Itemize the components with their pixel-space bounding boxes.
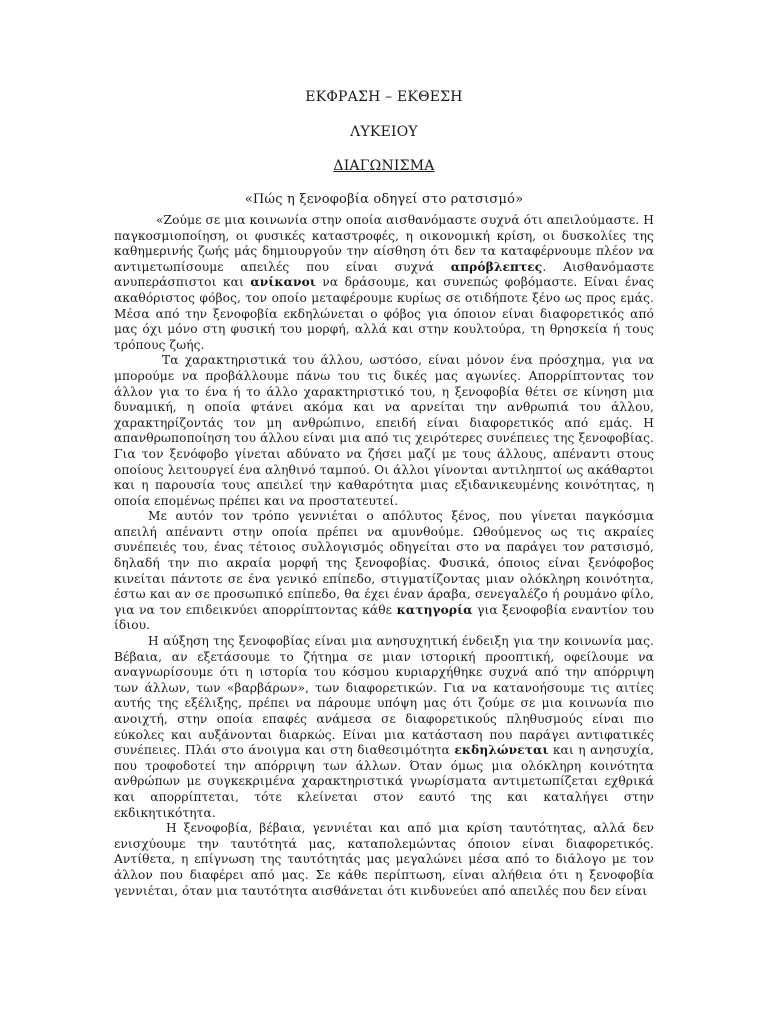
document-title: ΕΚΦΡΑΣΗ – ΕΚΘΕΣΗ (305, 89, 463, 105)
paragraph-1 (114, 213, 654, 353)
paragraph-4 (114, 634, 654, 821)
paragraph-3-text-a: Με αυτόν τον τρόπο γεννιέται ο απόλυτος ξένος, που γίνεται παγκόσμια απειλή απέναντι στην οποία πρέπει να αμυνθούμε. Ωθούμενος ως τις ακραίες συνέπειές του, ένας τέτοιος συλλογισμός οδηγείται στο να παράγει τον ρατσισμό, δηλαδή την πιο ακραία μορφή της ξενοφοβίας. Φυσικά, όποιος είναι ξενόφοβος κινείται πάντοτε σε ένα γενικό επίπεδο, στιγματίζοντας μιαν ολόκληρη κοινότητα, έστω και αν σε προσωπικό επίπεδο, θα έχει έναν άραβα, σενεγαλέζο ή ρουμάνο φίλο, για να τον επιδεικνύει απορρίπτοντας κάθε (114, 509, 654, 617)
document-level: ΛΥΚΕΙΟΥ (350, 124, 418, 140)
paragraph-1-text-a: «Ζούμε σε μια κοινωνία στην οποία αισθανόμαστε συχνά ότι απειλούμαστε. Η παγκοσμιοποίηση, οι φυσικές καταστροφές, η οικονομική κρίση, οι δυσκολίες της καθημερινής ζωής μάς δημιουργούν την αίσθηση ότι δεν τα καταφέρνουμε πλέον να αντιμετωπίσουμε απειλές που είναι συχνά (114, 213, 654, 274)
essay-topic: «Πώς η ξενοφοβία οδηγεί στο ρατσισμό» (244, 192, 524, 207)
essay-body (114, 213, 654, 899)
paragraph-5: Η ξενοφοβία, βέβαια, γεννιέται και από μια κρίση ταυτότητας, αλλά δεν ενισχύουμε την ταυτότητά μας, καταπολεμώντας όποιον είναι διαφορετικός. Αντίθετα, η επίγνωση της ταυτότητάς μας μεγαλώνει μέσα από το διάλογο με τον άλλον που διαφέρει από μας. Σε κάθε περίπτωση, είναι αλήθεια ότι η ξενοφοβία γεννιέται, όταν μια ταυτότητα αισθάνεται ότι κινδυνεύει από απειλές που δεν είναι (114, 821, 654, 898)
paragraph-1-bold-1: απρόβλεπτες (450, 259, 543, 274)
paragraph-3-bold: κατηγορία (396, 602, 473, 617)
paragraph-1-bold-2: ανίκανοι (250, 275, 316, 290)
paragraph-3-text-c: για ξενοφοβία εναντίον του ίδιου. (114, 602, 654, 633)
paragraph-4-text-c: και η ανησυχία, που τροφοδοτεί την απόρριψη των άλλων. Όταν όμως μια ολόκληρη κοινότητα ανθρώπων με συγκεκριμένα χαρακτηριστικά γνωρίσματα αντιμετωπίζεται εχθρικά και απορρίπτεται, τότε κλείνεται στον εαυτό της και καταλήγει στην εκδικητικότητα. (114, 743, 654, 820)
document-type: ΔΙΑΓΩΝΙΣΜΑ (333, 158, 435, 174)
paragraph-1-text-d: να δράσουμε, και συνεπώς φοβόμαστε. Είναι ένας ακαθόριστος φόβος, τον οποίο μεταφέρουμε κυρίως σε οτιδήποτε ξένο ως προς εμάς. Μέσα από την ξενοφοβία εκδηλώνεται ο φόβος για όποιον είναι διαφορετικός από μας όχι μόνο στη φυσική του μορφή, αλλά και στην κουλτούρα, τη θρησκεία ή τους τρόπους ζωής. (114, 275, 655, 352)
paragraph-2: Τα χαρακτηριστικά του άλλου, ωστόσο, είναι μόνον ένα πρόσχημα, για να μπορούμε να προβάλλουμε πάνω του τις δικές μας αγωνίες. Απορρίπτοντας τον άλλον για το ένα ή το άλλο χαρακτηριστικό του, η ξενοφοβία θέτει σε κίνηση μια δυναμική, η οποία φτάνει ακόμα και να αρνείται την ανθρωπιά του άλλου, χαρακτηρίζοντάς τον μη ανθρώπινο, επειδή είναι διαφορετικός από εμάς. Η απανθρωποποίηση του άλλου είναι μια από τις χειρότερες συνέπειες της ξενοφοβίας. Για τον ξενόφοβο γίνεται αδύνατο να ζήσει μαζί με τους άλλους, απέναντι στους οποίους λειτουργεί ένα αληθινό ταμπού. Οι άλλοι γίνονται αντιληπτοί ως ακάθαρτοι και η παρουσία τους απειλεί την καθαρότητα μιας εξιδανικευμένης κοινότητας, η οποία επομένως πρέπει και να προστατευτεί. (114, 353, 654, 508)
paragraph-3 (114, 509, 654, 634)
paragraph-4-text-a: Η αύξηση της ξενοφοβίας είναι μια ανησυχητική ένδειξη για την κοινωνία μας. Βέβαια, αν εξετάσουμε το ζήτημα σε μιαν ιστορική προοπτική, οφείλουμε να αναγνωρίσουμε ότι η ιστορία του κόσμου κυριαρχήθηκε συχνά από την απόρριψη των άλλων, των «βαρβάρων», των διαφορετικών. Για να κατανοήσουμε τις αιτίες αυτής της εξέλιξης, πρέπει να πάρουμε υπόψη μας ότι ζούμε σε μια κοινωνία πιο ανοιχτή, στην οποία επαφές ανάμεσα σε διαφορετικούς πληθυσμούς είναι πιο εύκολες και αυξάνονται διαρκώς. Είναι μια κατάσταση που παράγει αντιφατικές συνέπειες. Πλάι στο άνοιγμα και στη διαθεσιμότητα (114, 634, 654, 758)
paragraph-1-text-c: . Αισθανόμαστε ανυπεράσπιστοι και (114, 259, 655, 290)
paragraph-4-bold: εκδηλώνεται (454, 743, 549, 758)
